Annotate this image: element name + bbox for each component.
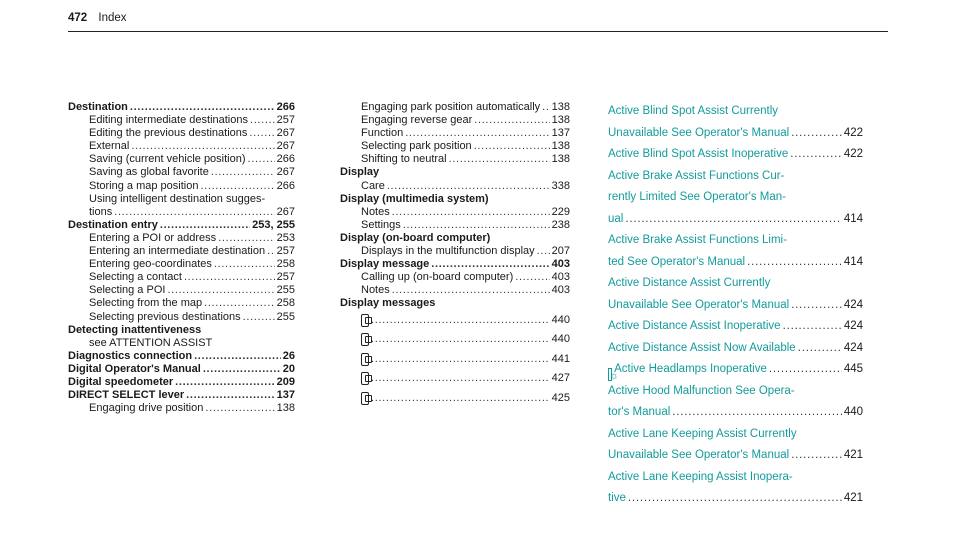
index-entry xyxy=(340,127,570,140)
index-entry xyxy=(340,297,570,310)
message-label: Active Blind Spot Assist Inoperative xyxy=(608,148,789,160)
message-entry[interactable] xyxy=(608,359,863,381)
index-entry xyxy=(340,180,570,193)
page-ref: 440 xyxy=(843,406,863,418)
entry-label: Shifting to neutral xyxy=(361,153,447,166)
index-entry xyxy=(340,271,570,284)
page-ref: 440 xyxy=(551,333,570,345)
page-ref: 403 xyxy=(551,284,570,297)
index-entry xyxy=(340,140,570,153)
message-entry[interactable] xyxy=(608,166,863,188)
entry-label: Displays in the multifunction display xyxy=(361,245,535,258)
car-key-icon xyxy=(361,333,369,346)
leader-dots xyxy=(405,127,549,140)
leader-dots xyxy=(205,402,274,415)
entry-label: Engaging drive position xyxy=(89,402,204,415)
page-number: 472 xyxy=(68,12,88,24)
entry-label: Selecting from the map xyxy=(89,297,203,310)
entry-label: Calling up (on-board computer) xyxy=(361,271,514,284)
leader-dots xyxy=(167,284,274,297)
index-entry xyxy=(68,153,295,166)
page-ref: 425 xyxy=(551,391,570,404)
no-steering-icon xyxy=(361,392,369,405)
index-entry xyxy=(68,402,295,415)
leader-dots xyxy=(248,153,275,166)
page-ref: 267 xyxy=(276,140,295,153)
entry-label: Saving (current vehicle position) xyxy=(89,153,246,166)
message-entry[interactable] xyxy=(608,467,863,489)
index-entry xyxy=(340,153,570,166)
index-entry xyxy=(68,363,295,376)
page-ref: 209 xyxy=(276,375,295,388)
message-entry[interactable] xyxy=(608,402,863,424)
leader-dots xyxy=(798,338,842,360)
door-warning-icon xyxy=(361,314,369,327)
leader-dots xyxy=(243,311,275,324)
index-entry xyxy=(68,376,295,389)
page-ref: 266 xyxy=(276,179,295,192)
entry-label: Display xyxy=(340,166,380,179)
leader-dots xyxy=(542,101,549,114)
index-column-1 xyxy=(68,101,295,415)
page-ref: 403 xyxy=(551,271,570,284)
index-entry xyxy=(340,219,570,232)
message-entry[interactable] xyxy=(608,316,863,338)
page-ref: 266 xyxy=(276,153,295,166)
entry-label: Editing intermediate destinations xyxy=(89,114,248,127)
message-entry[interactable] xyxy=(608,424,863,446)
entry-label: Selecting a contact xyxy=(89,271,182,284)
message-entry[interactable] xyxy=(608,338,863,360)
entry-label: Display messages xyxy=(340,297,436,310)
entry-label: Entering geo-coordinates xyxy=(89,258,212,271)
page-ref: 424 xyxy=(843,320,863,332)
entry-label: Display (on-board computer) xyxy=(340,231,491,244)
index-entry xyxy=(340,369,570,389)
entry-label: Using intelligent destination sugges- xyxy=(89,192,266,205)
leader-dots xyxy=(791,295,842,317)
page-ref: 258 xyxy=(276,297,295,310)
page-ref: 441 xyxy=(551,352,570,365)
message-label: Active Brake Assist Functions Cur- xyxy=(608,169,785,182)
leader-dots xyxy=(203,363,281,376)
index-entry xyxy=(68,245,295,258)
message-entry[interactable] xyxy=(608,295,863,317)
leader-dots xyxy=(267,245,275,258)
leader-dots xyxy=(175,376,275,389)
entry-label: Entering an intermediate destination xyxy=(89,245,266,258)
index-column-3 xyxy=(608,101,863,510)
header-divider xyxy=(68,31,888,32)
message-entry[interactable] xyxy=(608,230,863,252)
index-entry xyxy=(340,206,570,219)
leader-dots xyxy=(160,219,250,232)
page-ref: 421 xyxy=(843,449,863,461)
index-entry xyxy=(68,166,295,179)
index-entry xyxy=(68,114,295,127)
page-ref: 255 xyxy=(276,310,295,323)
index-entry xyxy=(68,193,295,206)
entry-label: External xyxy=(89,140,130,153)
message-entry[interactable] xyxy=(608,273,863,295)
leader-dots xyxy=(791,123,842,145)
index-entry xyxy=(68,284,295,297)
page-ref: 414 xyxy=(843,212,863,225)
page-ref: 422 xyxy=(843,126,863,139)
page-ref: 137 xyxy=(276,389,295,402)
page-ref: 138 xyxy=(551,140,570,153)
message-label: Active Distance Assist Now Available xyxy=(608,341,796,354)
message-entry[interactable] xyxy=(608,144,863,166)
entry-label: Engaging park position automatically xyxy=(361,101,541,113)
index-entry xyxy=(68,258,295,271)
entry-label: Notes xyxy=(361,205,390,218)
leader-dots xyxy=(194,350,281,363)
index-entry xyxy=(340,193,570,206)
entry-label: Settings xyxy=(361,218,401,231)
index-entry xyxy=(68,389,295,402)
entry-label: Display (multimedia system) xyxy=(340,192,489,205)
leader-dots xyxy=(371,330,550,350)
leader-dots xyxy=(783,316,842,338)
message-entry[interactable] xyxy=(608,252,863,274)
page-ref: 258 xyxy=(276,258,295,271)
leader-dots xyxy=(184,271,275,284)
message-label: Active Hood Malfunction See Opera- xyxy=(608,384,795,397)
leader-dots xyxy=(200,180,274,193)
message-label: Active Headlamps Inoperative xyxy=(614,363,767,375)
leader-dots xyxy=(130,101,275,114)
page-header xyxy=(68,12,127,24)
entry-label: Saving as global favorite xyxy=(89,166,209,179)
entry-label: Care xyxy=(361,179,385,192)
entry-label: Entering a POI or address xyxy=(89,231,217,244)
page-ref: 253 xyxy=(276,231,295,244)
entry-label: Selecting park position xyxy=(361,140,472,153)
leader-dots xyxy=(371,369,550,389)
page-ref: 403 xyxy=(551,258,570,271)
page-ref: 440 xyxy=(551,313,570,326)
index-entry xyxy=(68,297,295,310)
entry-label: Engaging reverse gear xyxy=(361,114,473,127)
page-ref: 238 xyxy=(551,218,570,231)
page-ref: 253, 255 xyxy=(252,218,295,231)
index-entry xyxy=(340,389,570,409)
page-ref: 229 xyxy=(551,205,570,218)
index-entry xyxy=(68,271,295,284)
page-ref: 137 xyxy=(551,127,570,140)
car-side-icon xyxy=(361,353,369,366)
page-ref: 267 xyxy=(276,127,295,140)
page-ref: 414 xyxy=(843,255,863,268)
page-ref: 445 xyxy=(843,363,863,375)
page-ref: 138 xyxy=(551,114,570,127)
page-ref: 257 xyxy=(276,245,295,258)
page-ref: 257 xyxy=(276,114,295,127)
leader-dots xyxy=(474,114,549,127)
page-ref: 421 xyxy=(843,492,863,504)
leader-dots xyxy=(114,206,274,219)
entry-label: tions xyxy=(89,205,113,218)
page-ref: 257 xyxy=(276,271,295,284)
page-ref: 20 xyxy=(282,362,295,375)
index-entry xyxy=(68,311,295,324)
headlamp-icon xyxy=(608,368,612,381)
message-entry[interactable] xyxy=(608,187,863,209)
message-entry[interactable] xyxy=(608,209,863,231)
index-entry xyxy=(340,232,570,245)
leader-dots xyxy=(371,350,550,370)
page-ref: 422 xyxy=(843,148,863,160)
page-ref: 424 xyxy=(843,341,863,354)
entry-label: see ATTENTION ASSIST xyxy=(89,336,213,349)
leader-dots xyxy=(625,209,841,231)
section-title: Index xyxy=(98,12,127,24)
message-entry[interactable] xyxy=(608,381,863,403)
index-entry xyxy=(340,245,570,258)
message-entry[interactable] xyxy=(608,123,863,145)
leader-dots xyxy=(403,219,550,232)
index-entry xyxy=(340,166,570,179)
leader-dots xyxy=(392,206,550,219)
leader-dots xyxy=(449,153,550,166)
index-entry xyxy=(340,311,570,331)
entry-label: Destination entry xyxy=(68,218,158,231)
entry-label: Destination xyxy=(68,101,128,113)
leader-dots xyxy=(204,297,275,310)
page-ref: 338 xyxy=(551,179,570,192)
page-ref: 138 xyxy=(276,402,295,415)
leader-dots xyxy=(392,284,550,297)
entry-label: DIRECT SELECT lever xyxy=(68,389,185,402)
page-ref: 424 xyxy=(843,298,863,311)
message-label: ted See Operator's Manual xyxy=(608,255,746,268)
index-column-2 xyxy=(340,101,570,408)
entry-label: Display message xyxy=(340,258,430,271)
page-ref: 267 xyxy=(276,166,295,179)
leader-dots xyxy=(371,389,550,409)
leader-dots xyxy=(211,166,275,179)
message-label: tor's Manual xyxy=(608,406,671,418)
page-ref: 267 xyxy=(276,205,295,218)
leader-dots xyxy=(131,140,274,153)
leader-dots xyxy=(186,389,275,402)
index-entry xyxy=(68,127,295,140)
message-entry[interactable] xyxy=(608,488,863,510)
leader-dots xyxy=(769,359,842,381)
index-entry xyxy=(68,101,295,114)
page-ref: 26 xyxy=(282,349,295,362)
leader-dots xyxy=(214,258,275,271)
seat-icon xyxy=(361,372,369,385)
index-entry xyxy=(68,350,295,363)
message-label: Active Blind Spot Assist Currently xyxy=(608,105,779,117)
page-ref: 266 xyxy=(276,101,295,113)
leader-dots xyxy=(537,245,550,258)
leader-dots xyxy=(515,271,549,284)
index-entry xyxy=(68,324,295,337)
entry-label: Diagnostics connection xyxy=(68,349,193,362)
leader-dots xyxy=(249,127,274,140)
entry-label: Storing a map position xyxy=(89,179,199,192)
leader-dots xyxy=(790,144,842,166)
index-entry xyxy=(340,258,570,271)
entry-label: Digital speedometer xyxy=(68,375,174,388)
message-label: Active Lane Keeping Assist Inopera- xyxy=(608,470,793,483)
leader-dots xyxy=(250,114,275,127)
message-entry[interactable] xyxy=(608,445,863,467)
entry-label: Selecting a POI xyxy=(89,284,166,297)
entry-label: Selecting previous destinations xyxy=(89,310,241,323)
index-entry xyxy=(340,114,570,127)
entry-label: Function xyxy=(361,127,404,140)
index-entry xyxy=(68,140,295,153)
message-entry[interactable] xyxy=(608,101,863,123)
message-label: Active Distance Assist Inoperative xyxy=(608,320,781,332)
message-label: Unavailable See Operator's Manual xyxy=(608,126,790,139)
entry-label: Digital Operator's Manual xyxy=(68,362,201,375)
page-ref: 138 xyxy=(551,101,570,113)
index-entry xyxy=(68,206,295,219)
index-entry xyxy=(340,284,570,297)
leader-dots xyxy=(431,258,549,271)
leader-dots xyxy=(628,488,842,510)
index-entry xyxy=(340,350,570,370)
leader-dots xyxy=(371,311,550,331)
message-label: Active Distance Assist Currently xyxy=(608,277,771,289)
page-ref: 207 xyxy=(551,245,570,258)
leader-dots xyxy=(791,445,842,467)
index-entry xyxy=(68,180,295,193)
message-label: tive xyxy=(608,492,626,504)
index-entry xyxy=(68,337,295,350)
message-label: Active Lane Keeping Assist Currently xyxy=(608,427,797,440)
entry-label: Editing the previous destinations xyxy=(89,127,248,140)
page-ref: 427 xyxy=(551,372,570,384)
message-label: Unavailable See Operator's Manual xyxy=(608,298,790,311)
message-label: Active Brake Assist Functions Limi- xyxy=(608,234,787,246)
entry-label: Detecting inattentiveness xyxy=(68,323,202,336)
index-entry xyxy=(68,232,295,245)
message-label: ual xyxy=(608,212,624,225)
index-entry xyxy=(340,330,570,350)
index-entry xyxy=(68,219,295,232)
message-label: rently Limited See Operator's Man- xyxy=(608,191,786,203)
index-entry xyxy=(340,101,570,114)
entry-label: Notes xyxy=(361,284,390,297)
leader-dots xyxy=(474,140,550,153)
leader-dots xyxy=(218,232,274,245)
leader-dots xyxy=(747,252,842,274)
page-ref: 138 xyxy=(551,153,570,166)
leader-dots xyxy=(672,402,842,424)
page-ref: 255 xyxy=(276,284,295,297)
message-label: Unavailable See Operator's Manual xyxy=(608,449,790,461)
leader-dots xyxy=(387,180,550,193)
